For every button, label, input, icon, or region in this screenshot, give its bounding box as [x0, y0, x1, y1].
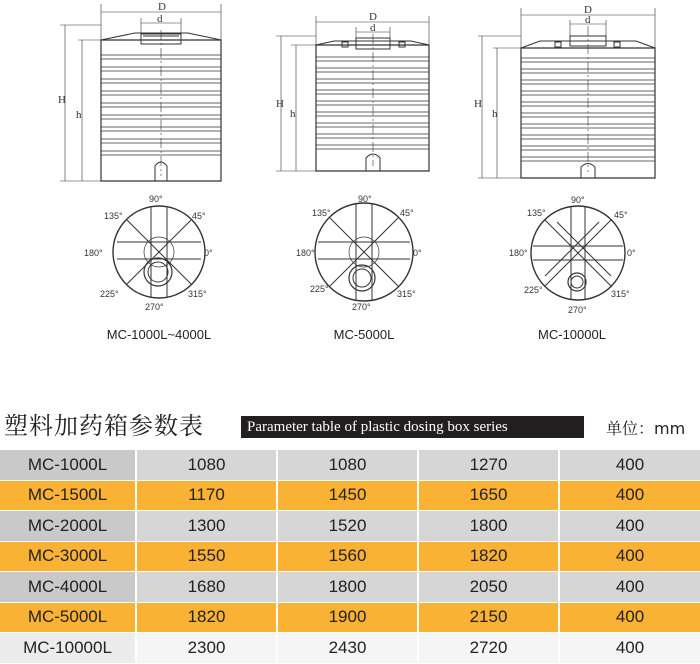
angle-135-2: 135° [312, 208, 331, 218]
dim-H-3: H [474, 98, 482, 110]
model-cell: MC-3000L [0, 541, 136, 572]
value-cell: 2050 [418, 572, 559, 603]
value-cell: 400 [559, 572, 700, 603]
angle-0-2: 0° [413, 248, 422, 258]
value-cell: 1080 [136, 450, 277, 480]
value-cell: 1820 [418, 541, 559, 572]
value-cell: 400 [559, 541, 700, 572]
table-row [0, 450, 700, 480]
model-cell: MC-5000L [0, 602, 136, 633]
angle-45-1: 45° [192, 211, 206, 221]
tank-2-elevation [276, 16, 429, 171]
model-cell: MC-1500L [0, 480, 136, 511]
angle-90-1: 90° [149, 194, 163, 204]
angle-315-2: 315° [397, 289, 416, 299]
table-title-english: Parameter table of plastic dosing box series [241, 416, 584, 438]
value-cell: 1270 [418, 450, 559, 480]
dim-D-1: D [158, 1, 166, 13]
value-cell: 1300 [136, 511, 277, 542]
angle-135-1: 135° [104, 211, 123, 221]
value-cell: 1450 [277, 480, 418, 511]
dim-D-3: D [584, 4, 592, 16]
value-cell: 2300 [136, 633, 277, 664]
value-cell: 1800 [277, 572, 418, 603]
value-cell: 1550 [136, 541, 277, 572]
model-cell: MC-10000L [0, 633, 136, 664]
angle-270-1: 270° [145, 302, 164, 312]
tank-1-elevation [60, 4, 221, 181]
angle-270-2: 270° [352, 302, 371, 312]
dim-d-2: d [370, 22, 376, 34]
value-cell: 400 [559, 633, 700, 664]
table-row [0, 511, 700, 542]
dim-d-3: d [585, 14, 591, 26]
angle-90-2: 90° [358, 194, 372, 204]
value-cell: 1520 [277, 511, 418, 542]
angle-315-1: 315° [188, 289, 207, 299]
value-cell: 1080 [277, 450, 418, 480]
dim-h-3: h [492, 108, 498, 120]
table-row [0, 480, 700, 511]
tank-3-plan [531, 206, 625, 300]
angle-225-3: 225° [524, 285, 543, 295]
angle-135-3: 135° [527, 208, 546, 218]
value-cell: 2430 [277, 633, 418, 664]
angle-225-1: 225° [100, 289, 119, 299]
dim-D-2: D [369, 11, 377, 23]
model-label-2: MC-5000L [333, 327, 395, 342]
value-cell: 1800 [418, 511, 559, 542]
value-cell: 1650 [418, 480, 559, 511]
model-label-1: MC-1000L~4000L [106, 327, 212, 342]
value-cell: 2150 [418, 602, 559, 633]
tank-3-elevation [478, 8, 655, 178]
angle-180-3: 180° [509, 248, 528, 258]
angle-180-1: 180° [84, 248, 103, 258]
angle-45-3: 45° [614, 210, 628, 220]
angle-0-1: 0° [204, 248, 213, 258]
value-cell: 1900 [277, 602, 418, 633]
dim-h-1: h [76, 109, 82, 121]
model-cell: MC-2000L [0, 511, 136, 542]
model-cell: MC-4000L [0, 572, 136, 603]
dim-d-1: d [157, 13, 163, 25]
table-title-row [0, 404, 700, 444]
dim-h-2: h [290, 108, 296, 120]
angle-225-2: 225° [310, 284, 329, 294]
table-row [0, 633, 700, 664]
value-cell: 400 [559, 480, 700, 511]
dim-H-2: H [276, 98, 284, 110]
angle-45-2: 45° [400, 208, 414, 218]
angle-90-3: 90° [571, 195, 585, 205]
value-cell: 400 [559, 602, 700, 633]
value-cell: 1560 [277, 541, 418, 572]
table-row [0, 602, 700, 633]
angle-0-3: 0° [627, 248, 636, 258]
model-label-3: MC-10000L [538, 327, 606, 342]
value-cell: 1820 [136, 602, 277, 633]
dim-H-1: H [58, 94, 66, 106]
value-cell: 1680 [136, 572, 277, 603]
angle-315-3: 315° [611, 289, 630, 299]
table-row [0, 541, 700, 572]
value-cell: 2720 [418, 633, 559, 664]
table-title-chinese: 塑料加药箱参数表 [4, 412, 204, 440]
parameter-table [0, 450, 700, 664]
value-cell: 1170 [136, 480, 277, 511]
model-cell: MC-1000L [0, 450, 136, 480]
value-cell: 400 [559, 511, 700, 542]
angle-180-2: 180° [296, 248, 315, 258]
table-row [0, 572, 700, 603]
angle-270-3: 270° [568, 305, 587, 315]
unit-label: 单位：mm [606, 419, 686, 438]
value-cell: 400 [559, 450, 700, 480]
